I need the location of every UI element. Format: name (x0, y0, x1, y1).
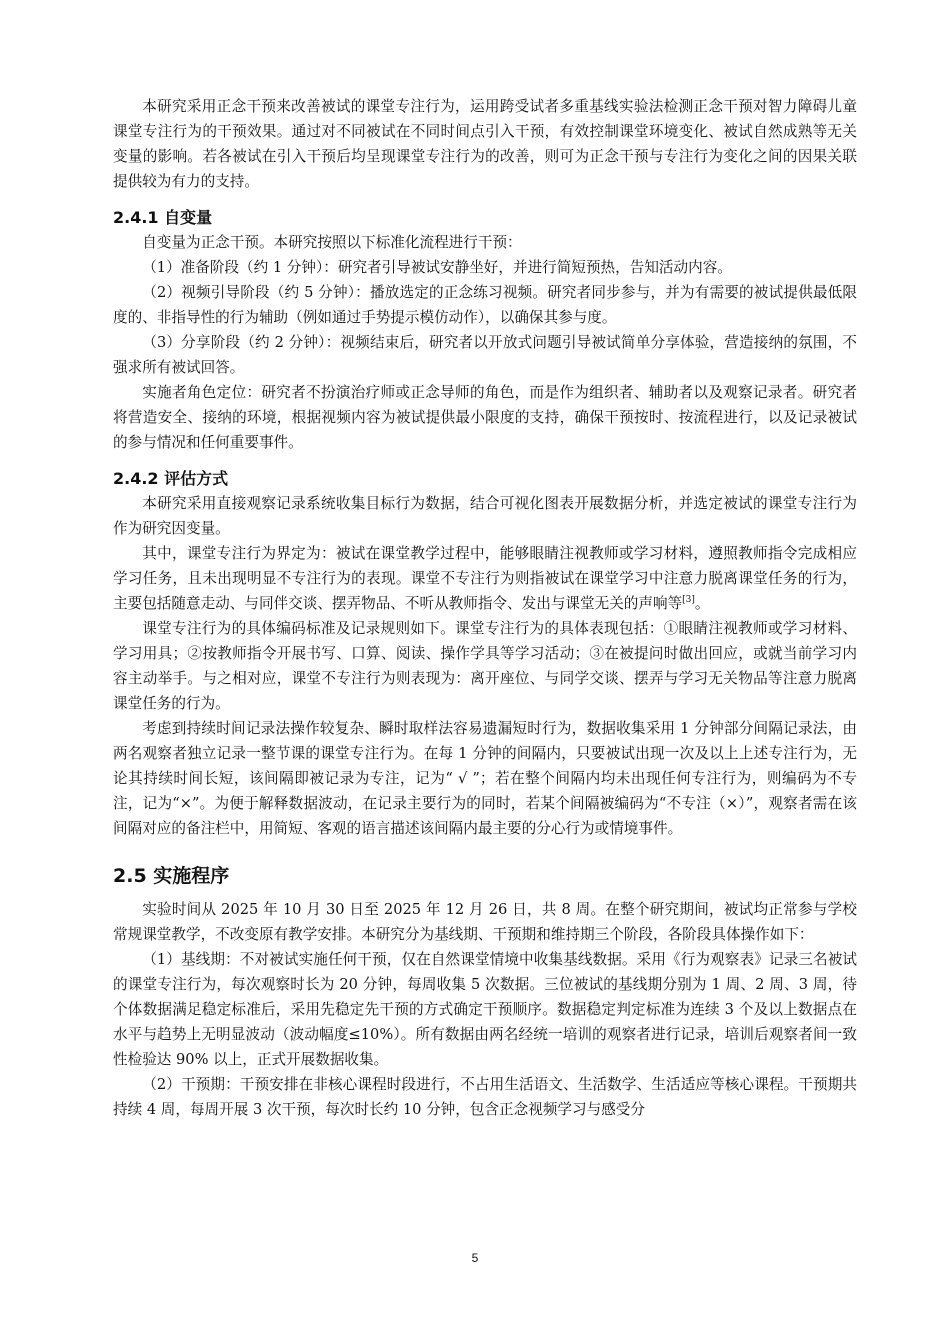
page-number: 5 (471, 1251, 479, 1265)
paragraph-baseline-phase: （1）基线期：不对被试实施任何干预，仅在自然课堂情境中收集基线数据。采用《行为观察表》记录三名被试的课堂专注行为，每次观察时长为 20 分钟，每周收集 5 次数据。三位被试的基线期分别为 1 周、2 周、3 周，待个体数据满足稳定标准后，采用先稳定先干预的方式确定干预顺序。数据稳定判定标准为连续 3 个及以上数据点在水平与趋势上无明显波动（波动幅度≤10%）。所有数据由两名经统一培训的观察者进行记录，培训后观察者间一致性检验达 90% 以上，正式开展数据收集。 (113, 951, 857, 1068)
paragraph-iv-step-1: （1）准备阶段（约 1 分钟）：研究者引导被试安静坐好，并进行简短预热，告知活动内容。 (142, 259, 732, 276)
eval-definition-end: 。 (694, 595, 710, 612)
heading-2-5: 2.5 实施程序 (113, 865, 230, 887)
page-body (113, 94, 857, 1122)
paragraph-intro: 本研究采用正念干预来改善被试的课堂专注行为，运用跨受试者多重基线实验法检测正念干预对智力障碍儿童课堂专注行为的干预效果。通过对不同被试在不同时间点引入干预，有效控制课堂环境变化、被试自然成熟等无关变量的影响。若各被试在引入干预后均呈现课堂专注行为的改善，则可为正念干预与专注行为变化之间的因果关联提供较为有力的支持。 (113, 98, 857, 190)
paragraph-eval-method: 本研究采用直接观察记录系统收集目标行为数据，结合可视化图表开展数据分析，并选定被试的课堂专注行为作为研究因变量。 (113, 495, 857, 537)
paragraph-iv-step-2: （2）视频引导阶段（约 5 分钟）：播放选定的正念练习视频。研究者同步参与，并为有需要的被试提供最低限度的、非指导性的行为辅助（例如通过手势提示模仿动作），以确保其参与度。 (113, 284, 857, 326)
heading-2-4-1: 2.4.1 自变量 (113, 208, 213, 227)
heading-2-4-2: 2.4.2 评估方式 (113, 469, 229, 488)
paragraph-implementer-role: 实施者角色定位：研究者不扮演治疗师或正念导师的角色，而是作为组织者、辅助者以及观察记录者。研究者将营造安全、接纳的环境，根据视频内容为被试提供最小限度的支持，确保干预按时、按流程进行，以及记录被试的参与情况和任何重要事件。 (113, 384, 857, 451)
paragraph-intervention-phase: （2）干预期：干预安排在非核心课程时段进行，不占用生活语文、生活数学、生活适应等核心课程。干预期共持续 4 周，每周开展 3 次干预，每次时长约 10 分钟，包含正念视频学习与感受分 (113, 1076, 857, 1118)
paragraph-iv-definition: 自变量为正念干预。本研究按照以下标准化流程进行干预： (142, 234, 522, 251)
paragraph-recording-method: 考虑到持续时间记录法操作较复杂、瞬时取样法容易遗漏短时行为，数据收集采用 1 分钟部分间隔记录法，由两名观察者独立记录一整节课的课堂专注行为。在每 1 分钟的间隔内，只要被试出现一次及以上上述专注行为，无论其持续时间长短，该间隔即被记录为专注，记为“ √ ”；若在整个间隔内均未出现任何专注行为，则编码为不专注，记为“×”。为便于解释数据波动，在记录主要行为的同时，若某个间隔被编码为“不专注（×）”，观察者需在该间隔对应的备注栏中，用简短、客观的语言描述该间隔内最主要的分心行为或情境事件。 (113, 720, 857, 837)
paragraph-iv-step-3: （3）分享阶段（约 2 分钟）：视频结束后，研究者以开放式问题引导被试简单分享体验，营造接纳的氛围，不强求所有被试回答。 (113, 334, 857, 376)
paragraph-eval-definition (113, 541, 857, 616)
paragraph-procedure-overview: 实验时间从 2025 年 10 月 30 日至 2025 年 12 月 26 日，共 8 周。在整个研究期间，被试均正常参与学校常规课堂教学，不改变原有教学安排。本研究分为基线期、干预期和维持期三个阶段，各阶段具体操作如下： (113, 901, 857, 943)
eval-definition-text: 其中，课堂专注行为界定为：被试在课堂教学过程中，能够眼睛注视教师或学习材料，遵照教师指令完成相应学习任务，且未出现明显不专注行为的表现。课堂不专注行为则指被试在课堂学习中注意力脱离课堂任务的行为，主要包括随意走动、与同伴交谈、摆弄物品、不听从教师指令、发出与课堂无关的声响等 (113, 545, 857, 612)
paragraph-coding-standard: 课堂专注行为的具体编码标准及记录规则如下。课堂专注行为的具体表现包括：①眼睛注视教师或学习材料、学习用具；②按教师指令开展书写、口算、阅读、操作学具等学习活动；③在被提问时做出回应，或就当前学习内容主动举手。与之相对应，课堂不专注行为则表现为：离开座位、与同学交谈、摆弄与学习无关物品等注意力脱离课堂任务的行为。 (113, 620, 857, 712)
citation-ref: [3] (682, 595, 695, 606)
